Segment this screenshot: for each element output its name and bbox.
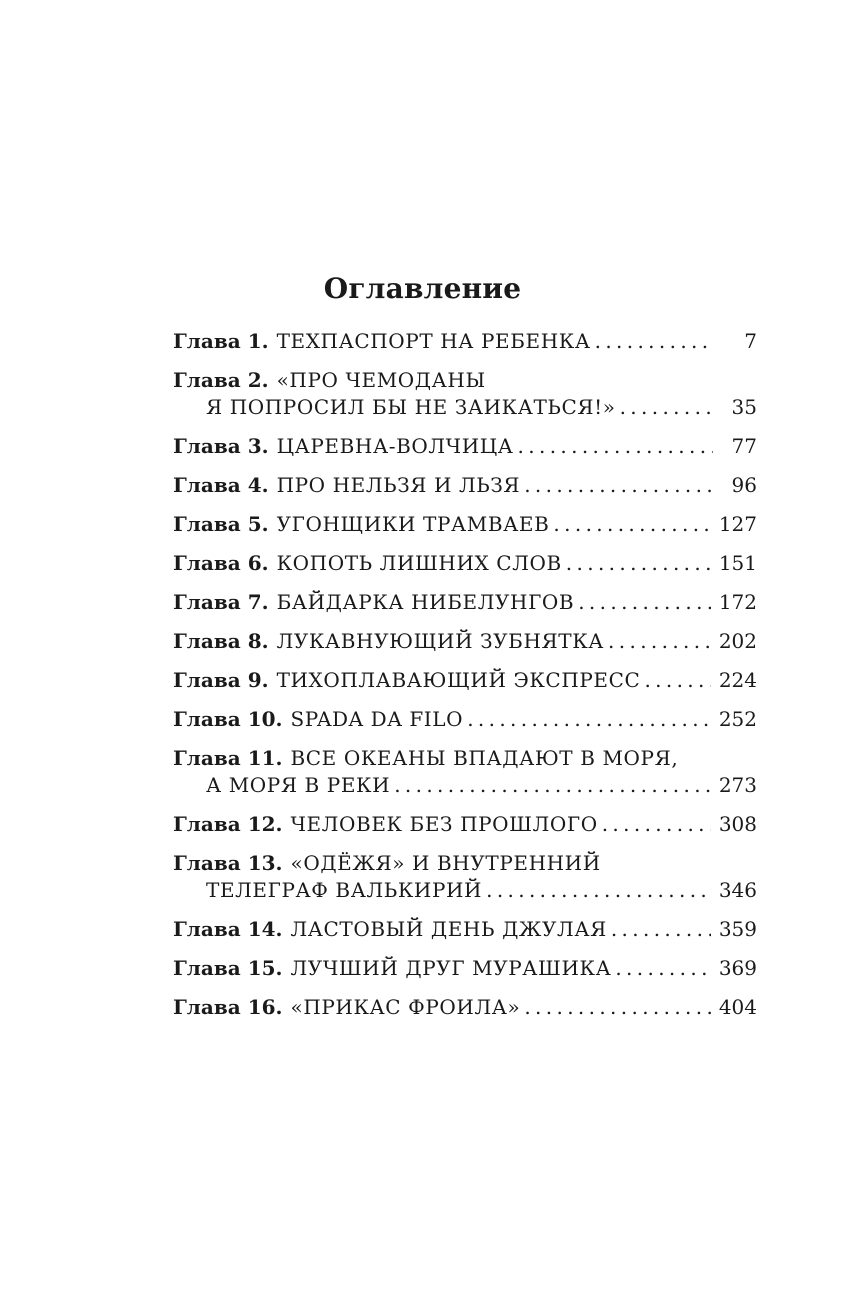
dot-leader [553, 511, 710, 538]
dot-leader [486, 877, 711, 904]
page-number: 35 [731, 395, 757, 419]
dot-leader [615, 955, 710, 982]
chapter-title: Я ПОПРОСИЛ БЫ НЕ ЗАИКАТЬСЯ!» [206, 395, 616, 419]
chapter-title: «ОДЁЖЯ» И ВНУТРЕННИЙ [290, 851, 601, 875]
toc-entry-line [173, 367, 757, 394]
toc-entry [173, 589, 757, 616]
chapter-title: SPADA DA FILO [290, 707, 464, 731]
chapter-title: КОПОТЬ ЛИШНИХ СЛОВ [276, 551, 562, 575]
toc-entry-line [173, 745, 757, 772]
toc-entry [173, 550, 757, 577]
chapter-label: Глава 10. [173, 707, 283, 731]
toc-entry-line [173, 328, 757, 355]
toc-entry [173, 811, 757, 838]
page-number: 273 [718, 773, 757, 797]
toc-entry [173, 511, 757, 538]
toc-entry-line [173, 850, 757, 877]
toc-entry-line [173, 472, 757, 499]
dot-leader [566, 550, 711, 577]
toc-entry-line [173, 589, 757, 616]
dot-leader [595, 328, 713, 355]
chapter-label: Глава 8. [173, 629, 269, 653]
chapter-label: Глава 1. [173, 329, 269, 353]
toc-entry [173, 994, 757, 1021]
chapter-title: БАЙДАРКА НИБЕЛУНГОВ [276, 590, 575, 614]
page-number: 172 [718, 590, 757, 614]
page-number: 7 [744, 329, 757, 353]
chapter-label: Глава 13. [173, 851, 283, 875]
toc-entry [173, 955, 757, 982]
page-number: 308 [718, 812, 757, 836]
dot-leader [608, 628, 711, 655]
page-number: 202 [718, 629, 757, 653]
page-number: 96 [731, 473, 757, 497]
toc-entry [173, 916, 757, 943]
chapter-label: Глава 14. [173, 917, 283, 941]
toc-entry [173, 433, 757, 460]
dot-leader [611, 916, 711, 943]
chapter-title: «ПРИКАС ФРОИЛА» [290, 995, 521, 1019]
toc-entry [173, 667, 757, 694]
chapter-title: ЛАСТОВЫЙ ДЕНЬ ДЖУЛАЯ [290, 917, 607, 941]
chapter-label: Глава 9. [173, 668, 269, 692]
chapter-title: ЧЕЛОВЕК БЕЗ ПРОШЛОГО [290, 812, 598, 836]
page-number: 369 [718, 956, 757, 980]
chapter-title: ТЕЛЕГРАФ ВАЛЬКИРИЙ [206, 878, 483, 902]
toc-entry-line [173, 916, 757, 943]
toc-entry [173, 367, 757, 421]
page-number: 404 [718, 995, 757, 1019]
toc-entry-line [173, 667, 757, 694]
chapter-label: Глава 3. [173, 434, 269, 458]
dot-leader [394, 772, 711, 799]
toc-entry-continuation-line [173, 772, 757, 799]
chapter-title: ЛУЧШИЙ ДРУГ МУРАШИКА [290, 956, 612, 980]
chapter-title: ВСЕ ОКЕАНЫ ВПАДАЮТ В МОРЯ, [290, 746, 679, 770]
toc-entry [173, 328, 757, 355]
chapter-label: Глава 5. [173, 512, 269, 536]
chapter-title: ПРО НЕЛЬЗЯ И ЛЬЗЯ [276, 473, 521, 497]
chapter-label: Глава 16. [173, 995, 283, 1019]
toc-entry-line [173, 550, 757, 577]
page-number: 346 [718, 878, 757, 902]
dot-leader [578, 589, 711, 616]
page-number: 224 [718, 668, 757, 692]
chapter-label: Глава 4. [173, 473, 269, 497]
toc-entry-line [173, 811, 757, 838]
toc-entry [173, 472, 757, 499]
page-title: Оглавление [323, 272, 522, 305]
chapter-title: УГОНЩИКИ ТРАМВАЕВ [276, 512, 550, 536]
chapter-title: ТИХОПЛАВАЮЩИЙ ЭКСПРЕСС [276, 668, 641, 692]
chapter-label: Глава 15. [173, 956, 283, 980]
toc-entry-continuation-line [173, 394, 757, 421]
page-number: 77 [731, 434, 757, 458]
dot-leader [524, 994, 710, 1021]
toc-entry-line [173, 628, 757, 655]
chapter-label: Глава 6. [173, 551, 269, 575]
chapter-label: Глава 11. [173, 746, 283, 770]
chapter-title: «ПРО ЧЕМОДАНЫ [276, 368, 486, 392]
dot-leader [620, 394, 713, 421]
chapter-title: А МОРЯ В РЕКИ [206, 773, 391, 797]
chapter-title: ЛУКАВНУЮЩИЙ ЗУБНЯТКА [276, 629, 605, 653]
toc-entry-continuation-line [173, 877, 757, 904]
chapter-label: Глава 12. [173, 812, 283, 836]
page-number: 252 [718, 707, 757, 731]
chapter-title: ЦАРЕВНА-ВОЛЧИЦА [276, 434, 514, 458]
table-of-contents [173, 328, 757, 1033]
dot-leader [524, 472, 713, 499]
page-number: 127 [718, 512, 757, 536]
chapter-label: Глава 2. [173, 368, 269, 392]
dot-leader [644, 667, 710, 694]
dot-leader [602, 811, 711, 838]
toc-entry-line [173, 706, 757, 733]
page-number: 359 [718, 917, 757, 941]
page-number: 151 [718, 551, 757, 575]
toc-entry [173, 850, 757, 904]
toc-entry-line [173, 955, 757, 982]
chapter-label: Глава 7. [173, 590, 269, 614]
dot-leader [467, 706, 711, 733]
chapter-title: ТЕХПАСПОРТ НА РЕБЕНКА [276, 329, 591, 353]
toc-entry-line [173, 994, 757, 1021]
toc-entry [173, 628, 757, 655]
toc-entry-line [173, 433, 757, 460]
toc-entry-line [173, 511, 757, 538]
dot-leader [518, 433, 713, 460]
toc-entry [173, 745, 757, 799]
toc-entry [173, 706, 757, 733]
